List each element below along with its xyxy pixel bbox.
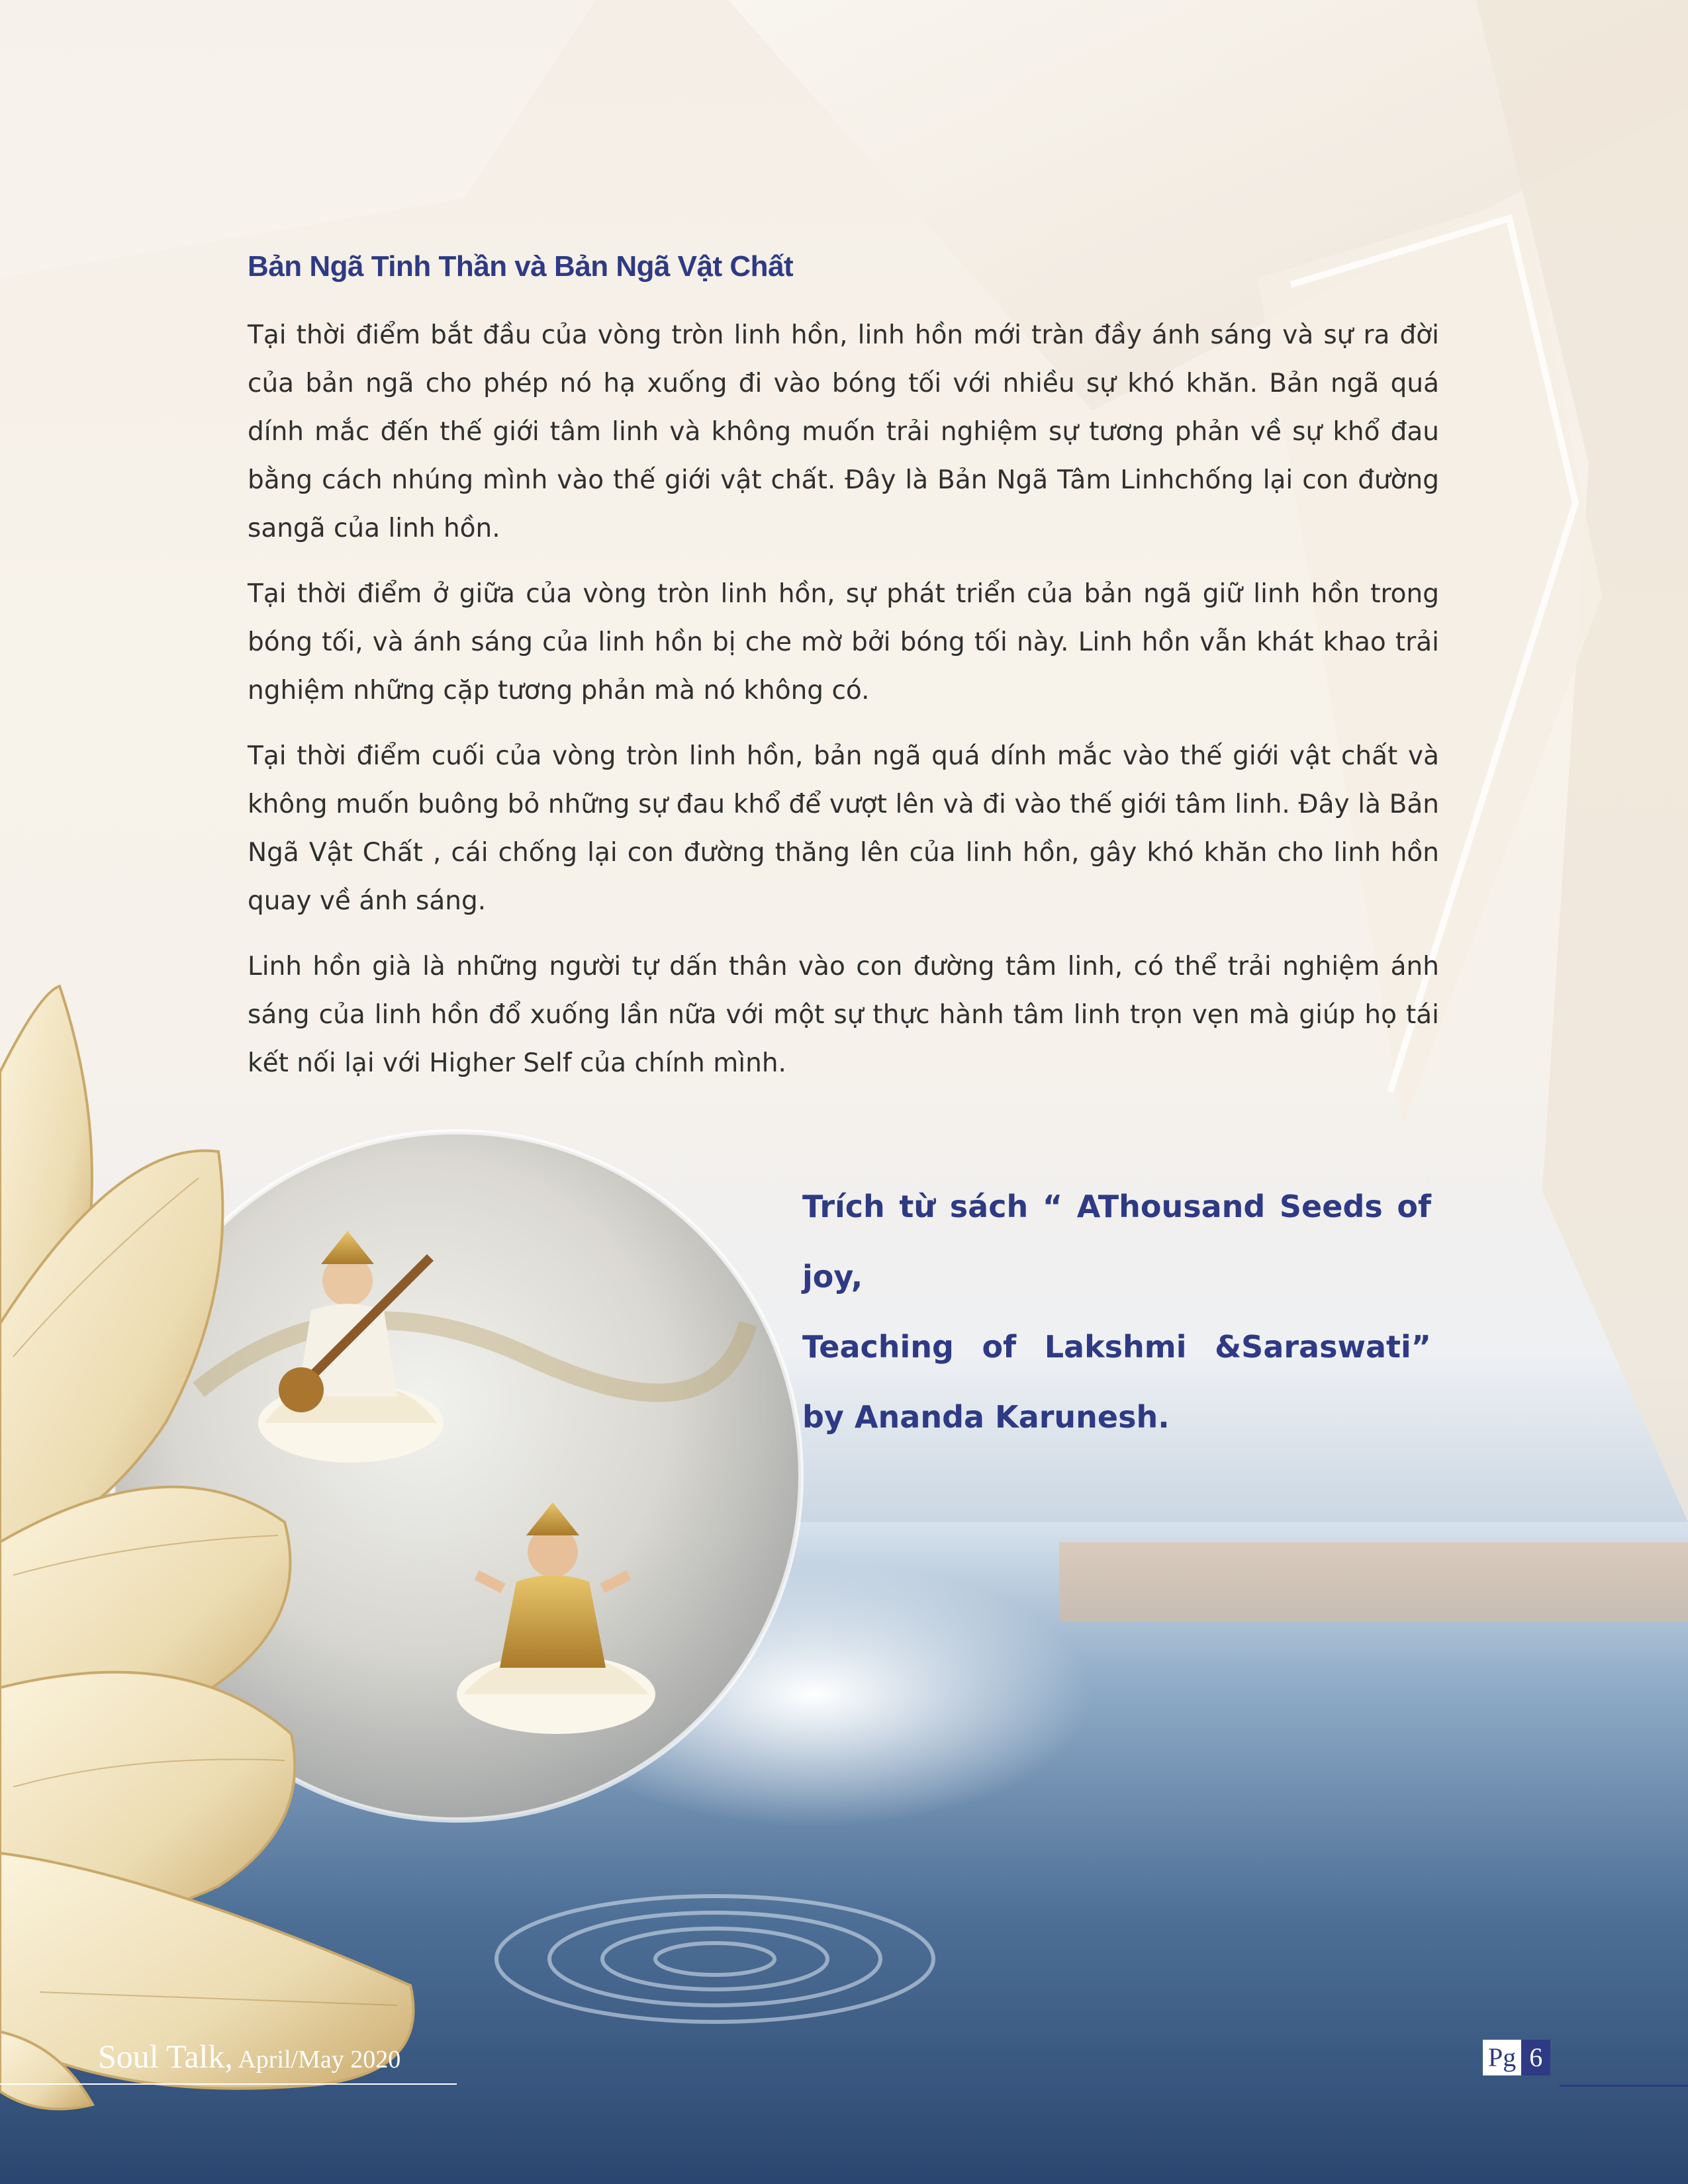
article-heading: Bản Ngã Tinh Thần và Bản Ngã Vật Chất xyxy=(248,250,794,283)
quote-line-3: by Ananda Karunesh. xyxy=(802,1399,1170,1435)
paragraph-2: Tại thời điểm ở giữa của vòng tròn linh hồn, sự phát triển của bản ngã giữ linh hồn trong bóng tối, và ánh sáng của linh hồn bị che mờ bởi bóng tối này. Linh hồn vẫn khát khao trải nghiệm những cặp tương phản mà nó không có. xyxy=(248,579,1439,705)
page-label: Pg xyxy=(1483,2040,1521,2075)
paragraph-4: Linh hồn già là những người tự dấn thân vào con đường tâm linh, có thể trải nghiệm ánh sáng của linh hồn đổ xuống lần nữa với một sự thực hành tâm linh trọn vẹn mà giúp họ tái kết nối lại với Higher Self của chính mình. xyxy=(248,952,1439,1078)
quote-line-2: Teaching of Lakshmi &Saraswati” xyxy=(802,1329,1431,1365)
article xyxy=(248,245,1439,1105)
footer-magazine-info xyxy=(98,2037,400,2075)
quote-line-1: Trích từ sách “ AThousand Seeds of joy, xyxy=(802,1189,1431,1295)
footer-divider xyxy=(0,2083,457,2085)
magazine-name: Soul Talk, xyxy=(98,2038,233,2075)
page-indicator xyxy=(1483,2040,1550,2075)
page-number: 6 xyxy=(1521,2040,1550,2075)
paragraph-3: Tại thời điểm cuối của vòng tròn linh hồn, bản ngã quá dính mắc vào thế giới vật chất và không muốn buông bỏ những sự đau khổ để vượt lên và đi vào thế giới tâm linh. Đây là Bản Ngã Vật Chất , cái chống lại con đường thăng lên của linh hồn, gây khó khăn cho linh hồn quay về ánh sáng. xyxy=(248,741,1439,916)
issue-date: April/May 2020 xyxy=(232,2046,401,2073)
source-quote xyxy=(802,1171,1431,1452)
page-indicator-rule xyxy=(1560,2085,1688,2087)
paragraph-1: Tại thời điểm bắt đầu của vòng tròn linh hồn, linh hồn mới tràn đầy ánh sáng và sự ra đời của bản ngã cho phép nó hạ xuống đi vào bóng tối với nhiều sự khó khăn. Bản ngã quá dính mắc đến thế giới tâm linh và không muốn trải nghiệm sự tương phản về sự khổ đau bằng cách nhúng mình vào thế giới vật chất. Đây là Bản Ngã Tâm Linhchống lại con đường sangã của linh hồn. xyxy=(248,320,1439,543)
